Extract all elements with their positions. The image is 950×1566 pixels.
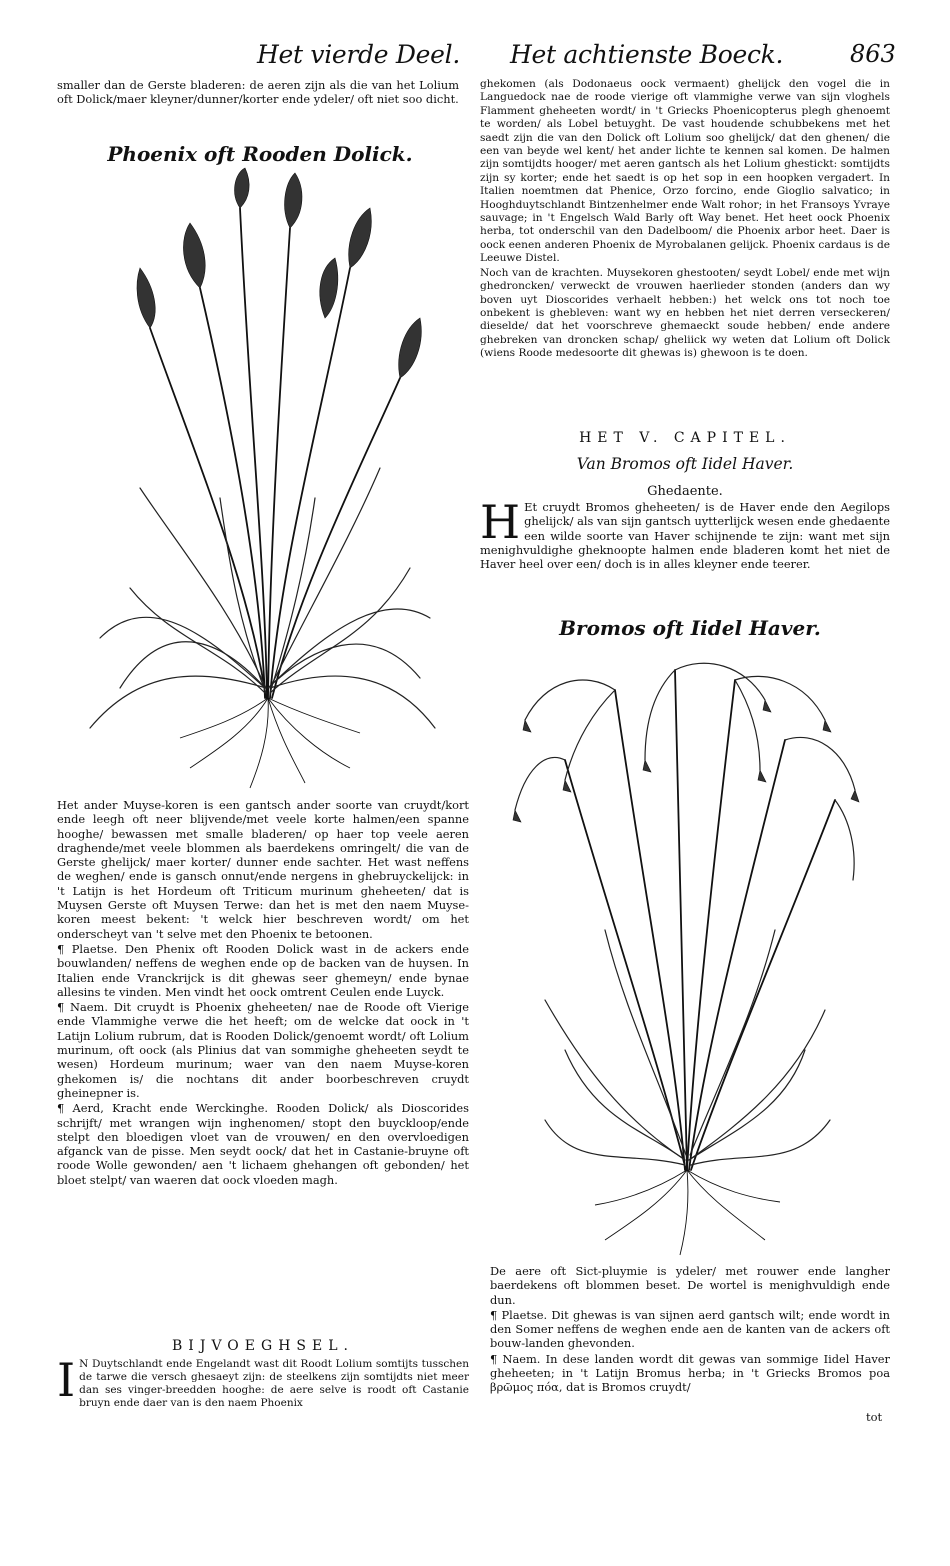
left-body-text [57,798,469,1187]
left-top-text [57,78,459,107]
left-paragraph-3: ¶ Naem. Dit cruydt is Phoenix gheheeten/ nae de Roode oft Vierige ende Vlammighe verwe die het heeft; om de welcke dat oock in 't Latijn Lolium rubrum, dat is Rooden Dolick/genoemt wordt/ oft Lolium murinum, oft oock (als Plinius dat van sommighe gheheeten seydt te wesen) Hordeum murinum; waer van den naem Muyse-koren ghekomen is/ die nochtans dit ander boorbeschreven cruydt gheinepner is. [57,1000,469,1100]
bijvoeghsel-heading: BIJVOEGHSEL. [172,1338,354,1354]
figure1-caption: Phoenix oft Rooden Dolick. [107,142,413,166]
figure2-caption: Bromos oft Iidel Haver. [559,616,821,640]
right-body-text [490,1264,890,1395]
running-head-left: Het vierde Deel. [257,40,460,69]
grass-leaves [545,930,830,1165]
bromos-plant-illustration [505,650,865,1260]
left-paragraph-1: Het ander Muyse-koren is een gantsch ander soorte van cruydt/kort ende leegh oft neer blijvende/met veele korte halmen/een spanne hooghe/ bewassen met smalle bladeren/ op haer top veele aeren draghende/met veele blommen als baerdekens omringelt/ die van de Gerste ghelijck/ maer korter/ dunner ende sachter. Het wast neffens de weghen/ ende is gansch onnut/ende nergens in ghebruyckelijck: in 't Latijn is het Hordeum oft Triticum murinum gheheeten/ dat is Muysen Gerste oft Muysen Terwe: dan het is met den naem Muyse-koren meest bekent: 't welck hier beschreven wordt/ om het onderscheyt van 't selve met den Phoenix te betoonen. [57,798,469,941]
plant-roots [595,1170,780,1255]
drop-capital-h: H [480,495,521,549]
running-head-right: Het achtienste Boeck. [510,40,784,69]
catchword: tot [866,1410,883,1424]
page-number: 863 [850,40,896,68]
chapter-heading: HET V. CAPITEL. [579,430,791,446]
bijvoeghsel-text: N Duytschlandt ende Engelandt wast dit Roodt Lolium somtijts tusschen de tarwe die versch ghesaeyt zijn: de steelkens zijn somtijdts niet meer dan ses vinger-breedden hooghe: de aere selve is roodt oft Castanie bruyn ende daer van is den naem Phoenix [79,1358,469,1409]
phoenix-plant-illustration [80,168,440,793]
plant-roots [180,698,360,788]
right-paragraph-1: De aere oft Sict-pluymie is ydeler/ met rouwer ende langher baerdekens oft blommen beset. De wortel is menighvuldigh ende dun. [490,1264,890,1307]
flower-spike [137,168,421,378]
right-paragraph-2: ¶ Plaetse. Dit ghewas is van sijnen aerd gantsch wilt; ende wordt in den Somer neffens de weghen ende aen de kanten van de ackers oft bouw-landen ghevonden. [490,1307,890,1351]
right-top-text [480,78,890,361]
left-paragraph-2: ¶ Plaetse. Den Phenix oft Rooden Dolick wast in de ackers ende bouwlanden/ neffens de weghen ende op de backen van de huysen. In Italien ende Vranckrijck is dit ghewas seer ghemeyn/ ende bynae allesins te vinden. Men vindt het oock omtrent Ceulen ende Luyck. [57,941,469,999]
grass-leaves [90,468,435,728]
right-krachten-paragraph: Noch van de krachten. Muysekoren ghestooten/ seydt Lobel/ ende met wijn ghedroncken/ verweckt de vrouwen haerlieder stonden (anders dan wy boven uyt Dioscorides verhaelt hebben:) het welck ons tot noch toe onbekent is ghebleven: want wy en hebben het niet derren verseckeren/ dieselde/ dat het voorschreve ghemaeckt soude hebben/ ende andere ghebreken van droncken schap/ gheliick wy weten dat Lolium oft Dolick (wiens Roode medesoorte dit ghewas is) ghewoon is te doen. [480,266,890,360]
ghedaente-text-block [480,495,890,572]
ghedaente-text: Et cruydt Bromos gheheeten/ is de Haver ende den Aegilops ghelijck/ als van sijn gantsch uytterlijck wesen ende ghedaente een wilde soorte van Haver schijnende te zijn: want met sijn menighvuldighe gheknoopte halmen ende bladeren komt het niet de Haver heel over een/ doch is in alles kleyner ende teerer. [480,500,890,572]
ghedaente-heading: Ghedaente. [647,484,723,499]
right-paragraph-3: ¶ Naem. In dese landen wordt dit gewas van sommige Iidel Haver gheheeten; in 't Latijn Bromus herba; in 't Griecks Bromos poa βρῶμος πόα, dat is Bromos cruydt/ [490,1351,890,1395]
drop-capital-i: I [57,1353,76,1407]
bijvoeghsel-text-block [57,1353,469,1410]
left-paragraph-4: ¶ Aerd, Kracht ende Werckinghe. Rooden Dolick/ als Dioscorides schrijft/ met wrangen wijn inghenomen/ stopt den buyckloop/ende stelpt den bloedigen vloet van de vrouwen/ en den overvloedigen afganck van de pisse. Men seydt oock/ dat het in Castanie-bruyne oft roode Wolle gewonden/ aen 't lichaem ghehangen oft gebonden/ het bloet stelpt/ van waeren dat oock vloeden magh. [57,1101,469,1187]
left-top-paragraph: smaller dan de Gerste bladeren: de aeren zijn als die van het Lolium oft Dolick/maer kleyner/dunner/korter ende ydeler/ oft niet soo dicht. [57,78,459,107]
drooping-panicles [513,663,859,880]
right-top-paragraph: ghekomen (als Dodonaeus oock vermaent) ghelijck den vogel die in Languedock nae de roode vierige oft vlammighe verwe van sijn vloghels Flamment gheheeten wordt/ in 't Griecks Phoenicopterus plegh ghenoemt te worden/ als Lobel betuyght. De vast houdende schubbekens met het saedt zijn die van den Dolick oft Lolium soo ghelijck/ dat den ghenen/ die een van beyde wel kent/ het ander lichte te kennen sal komen. De halmen zijn somtijdts hooger/ met aeren gantsch als het Lolium ghestickt: somtijdts zijn sy korter; ende het saedt is op het sop in een hoopken vergadert. In Italien noemtmen dat Phenice, Orzo forcino, ende Gioglio salvatico; in Hooghduytschlandt Bintzenhelmer ende Walt rohor; in het Fransoys Yvraye sauvage; in 't Engelsch Wald Barly oft Way benet. Het heet oock Phoenix herba, tot onderschil van den Dadelboom/ die Phoenix arbor heet. Daer is oock eenen anderen Phoenix de Myrobalanen gelijck. Phoenix cardaus is de Leeuwe Distel. [480,78,890,265]
chapter-subtitle: Van Bromos oft Iidel Haver. [576,455,794,473]
